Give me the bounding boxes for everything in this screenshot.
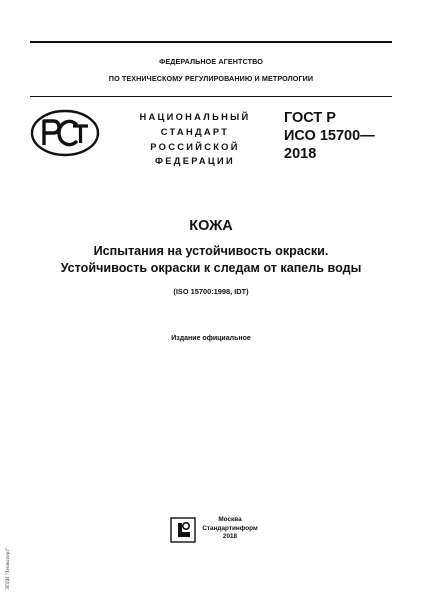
document-subtitle [30, 243, 392, 276]
standartinform-logo-icon [170, 517, 196, 543]
standard-number-line: 2018 [284, 146, 317, 162]
publisher-city: Москва [218, 516, 242, 523]
standard-number-line: ГОСТ Р [284, 110, 336, 126]
edition-label: Издание официальное [171, 335, 251, 342]
side-watermark: ЭГПИ "Техэксперт" [6, 547, 11, 590]
top-rule [30, 41, 392, 43]
national-standard-line: НАЦИОНАЛЬНЫЙ [139, 112, 251, 122]
publication-year: 2018 [222, 533, 238, 541]
national-standard-line: СТАНДАРТ [160, 126, 230, 137]
agency-name-line2: ПО ТЕХНИЧЕСКОМУ РЕГУЛИРОВАНИЮ И МЕТРОЛОГИИ [108, 74, 314, 83]
publisher-info [198, 516, 262, 542]
national-standard-line: ФЕДЕРАЦИИ [155, 156, 235, 167]
national-standard-label [120, 110, 270, 169]
header-divider [30, 96, 392, 97]
national-standard-line: РОССИЙСКОЙ [150, 141, 240, 152]
subtitle-line: Устойчивость окраски к следам от капель воды [60, 260, 362, 275]
standard-number [284, 109, 394, 163]
document-title: КОЖА [189, 218, 233, 234]
standard-number-line: ИСО 15700— [284, 128, 375, 144]
agency-name-line1: ФЕДЕРАЛЬНОЕ АГЕНТСТВО [159, 57, 263, 66]
publisher-name: Стандартинформ [202, 524, 258, 532]
iso-reference: (ISO 15700:1998, IDT) [173, 287, 249, 296]
subtitle-line: Испытания на устойчивость окраски. [93, 244, 329, 258]
gost-r-mark-icon [30, 109, 100, 157]
